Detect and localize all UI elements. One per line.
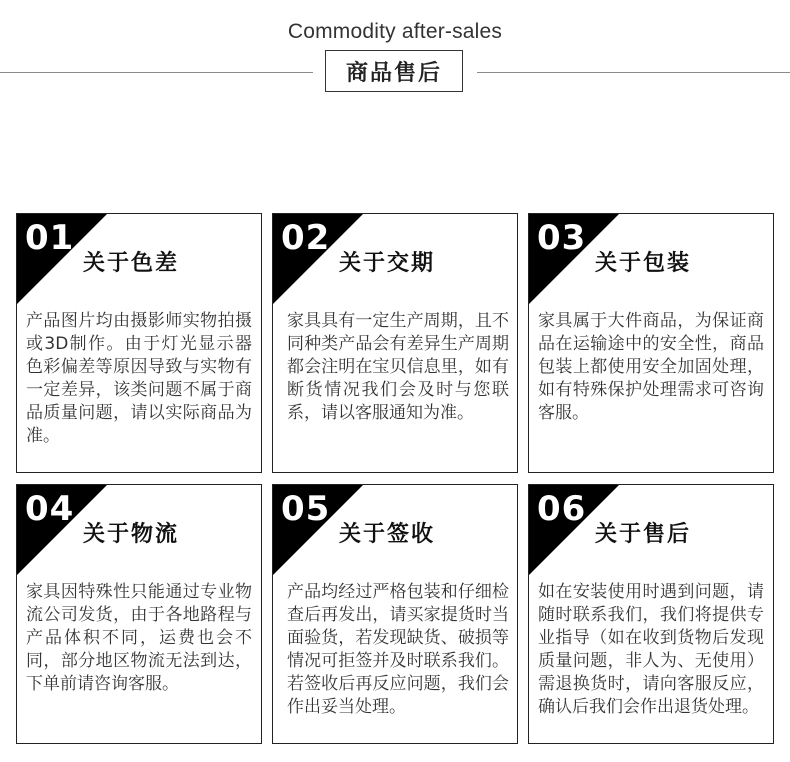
header-title-box: [325, 50, 463, 92]
card-number: 06: [537, 489, 587, 529]
card-text: 产品均经过严格包装和仔细检查后再发出，请买家提货时当面验货，若发现缺货、破损等情况可拒签并及时联系我们。若签收后再反应问题，我们会作出妥当处理。: [287, 582, 509, 717]
card-text: 产品图片均由摄影师实物拍摄或3D制作。由于灯光显示器色彩偏差等原因导致与实物有一定差异，该类问题不属于商品质量问题，请以实际商品为准。: [26, 311, 252, 446]
card-title: 关于物流: [83, 522, 180, 547]
card-delivery-time: [272, 213, 518, 473]
card-title: 关于签收: [339, 522, 436, 547]
card-title: 关于包装: [595, 251, 692, 276]
header-title: 商品售后: [345, 60, 442, 86]
card-title: 关于交期: [339, 251, 436, 276]
header-divider-left: [0, 72, 313, 73]
card-text: 如在安装使用时遇到问题，请随时联系我们，我们将提供专业指导（如在收到货物后发现质量问题，非人为、无使用）需退换货时，请向客服反应，确认后我们会作出退货处理。: [538, 582, 764, 717]
card-text: 家具属于大件商品，为保证商品在运输途中的安全性，商品包装上都使用安全加固处理，如有特殊保护处理需求可咨询客服。: [538, 311, 764, 423]
card-packaging: [528, 213, 774, 473]
card-number: 02: [281, 218, 331, 258]
card-after-sales: [528, 484, 774, 744]
card-text: 家具具有一定生产周期，且不同种类产品会有差异生产周期都会注明在宝贝信息里，如有断货情况我们会及时与您联系，请以客服通知为准。: [287, 311, 509, 423]
card-title: 关于色差: [83, 251, 180, 276]
card-color-difference: [16, 213, 262, 473]
card-text: 家具因特殊性只能通过专业物流公司发货，由于各地路程与产品体积不同，运费也会不同，部分地区物流无法到达，下单前请咨询客服。: [26, 582, 252, 694]
card-number: 03: [537, 218, 587, 258]
header-subtitle: Commodity after-sales: [287, 20, 503, 43]
card-number: 05: [281, 489, 331, 529]
card-logistics: [16, 484, 262, 744]
card-number: 04: [25, 489, 75, 529]
card-title: 关于售后: [595, 522, 692, 547]
card-sign-receipt: [272, 484, 518, 744]
header-divider-right: [477, 72, 790, 73]
card-number: 01: [25, 218, 75, 258]
